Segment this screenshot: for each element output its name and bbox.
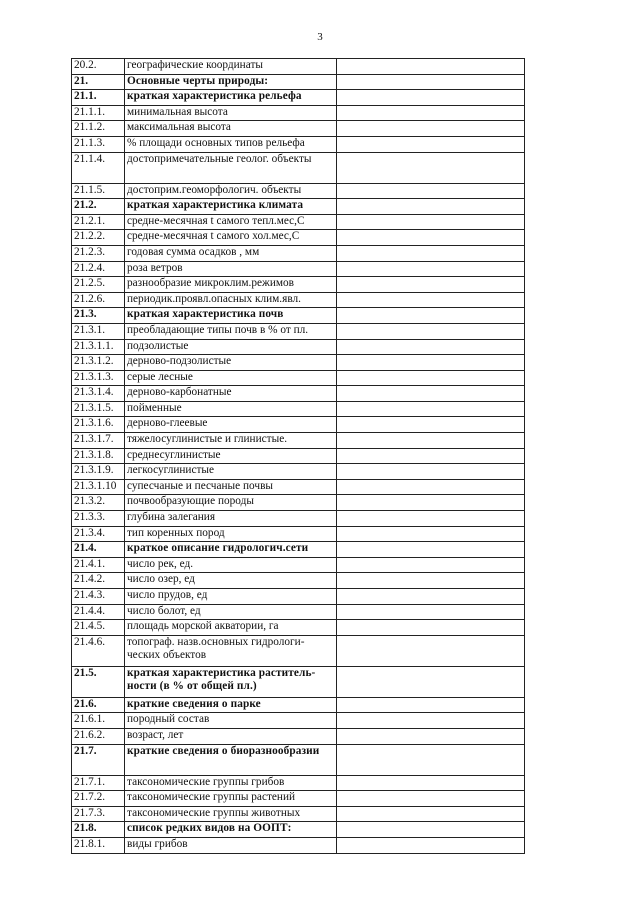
table-row bbox=[72, 697, 525, 713]
table-row bbox=[72, 713, 525, 729]
row-label: минимальная высота bbox=[125, 105, 337, 121]
row-label: дерново-карбонатные bbox=[125, 386, 337, 402]
row-value-cell[interactable] bbox=[337, 105, 525, 121]
row-number: 21.3.4. bbox=[72, 526, 125, 542]
table-row bbox=[72, 542, 525, 558]
row-value-cell[interactable] bbox=[337, 635, 525, 666]
row-number: 21.3.1.2. bbox=[72, 355, 125, 371]
row-value-cell[interactable] bbox=[337, 121, 525, 137]
row-value-cell[interactable] bbox=[337, 433, 525, 449]
row-value-cell[interactable] bbox=[337, 401, 525, 417]
table-row bbox=[72, 464, 525, 480]
row-value-cell[interactable] bbox=[337, 152, 525, 183]
nature-characteristics-table bbox=[71, 58, 525, 854]
row-label: почвообразующие породы bbox=[125, 495, 337, 511]
row-number: 21.4.6. bbox=[72, 635, 125, 666]
row-value-cell[interactable] bbox=[337, 791, 525, 807]
table-row bbox=[72, 837, 525, 853]
table-row bbox=[72, 557, 525, 573]
row-number: 20.2. bbox=[72, 59, 125, 75]
row-number: 21.4.1. bbox=[72, 557, 125, 573]
row-number: 21.3.1.6. bbox=[72, 417, 125, 433]
table-row bbox=[72, 339, 525, 355]
row-number: 21.1.2. bbox=[72, 121, 125, 137]
row-number: 21.3.1.1. bbox=[72, 339, 125, 355]
row-label: глубина залегания bbox=[125, 511, 337, 527]
table-row bbox=[72, 370, 525, 386]
row-label: % площади основных типов рельефа bbox=[125, 136, 337, 152]
table-row bbox=[72, 433, 525, 449]
row-label: средне-месячная t самого хол.мес,С bbox=[125, 230, 337, 246]
row-number: 21.6.2. bbox=[72, 728, 125, 744]
table-row bbox=[72, 183, 525, 199]
row-value-cell[interactable] bbox=[337, 199, 525, 215]
table-row bbox=[72, 791, 525, 807]
row-value-cell[interactable] bbox=[337, 573, 525, 589]
row-number: 21.3.1.8. bbox=[72, 448, 125, 464]
row-number: 21.4.4. bbox=[72, 604, 125, 620]
table-row bbox=[72, 308, 525, 324]
row-value-cell[interactable] bbox=[337, 323, 525, 339]
row-label: краткая характеристика климата bbox=[125, 199, 337, 215]
row-value-cell[interactable] bbox=[337, 136, 525, 152]
row-label: преобладающие типы почв в % от пл. bbox=[125, 323, 337, 339]
row-label: таксономические группы животных bbox=[125, 806, 337, 822]
table-row bbox=[72, 589, 525, 605]
row-number: 21.3.1.3. bbox=[72, 370, 125, 386]
table-row bbox=[72, 136, 525, 152]
row-label: топограф. назв.основных гидрологи-ческих объектов bbox=[125, 635, 337, 666]
row-label: серые лесные bbox=[125, 370, 337, 386]
row-value-cell[interactable] bbox=[337, 214, 525, 230]
row-label: число болот, ед bbox=[125, 604, 337, 620]
table-row bbox=[72, 355, 525, 371]
row-label: годовая сумма осадков , мм bbox=[125, 245, 337, 261]
row-label: среднесуглинистые bbox=[125, 448, 337, 464]
row-label: площадь морской акватории, га bbox=[125, 620, 337, 636]
row-value-cell[interactable] bbox=[337, 728, 525, 744]
row-label: пойменные bbox=[125, 401, 337, 417]
table-row bbox=[72, 728, 525, 744]
row-label: список редких видов на ООПТ: bbox=[125, 822, 337, 838]
table-row bbox=[72, 511, 525, 527]
row-label: дерново-глеевые bbox=[125, 417, 337, 433]
row-value-cell[interactable] bbox=[337, 479, 525, 495]
row-number: 21.5. bbox=[72, 666, 125, 697]
row-number: 21.2.2. bbox=[72, 230, 125, 246]
row-number: 21.1.1. bbox=[72, 105, 125, 121]
row-label: достоприм.геоморфологич. объекты bbox=[125, 183, 337, 199]
row-number: 21.8.1. bbox=[72, 837, 125, 853]
table-row bbox=[72, 401, 525, 417]
row-number: 21.2. bbox=[72, 199, 125, 215]
row-value-cell[interactable] bbox=[337, 620, 525, 636]
table-row bbox=[72, 59, 525, 75]
row-value-cell[interactable] bbox=[337, 495, 525, 511]
row-number: 21.4.5. bbox=[72, 620, 125, 636]
row-value-cell[interactable] bbox=[337, 526, 525, 542]
table-row bbox=[72, 479, 525, 495]
table-row bbox=[72, 635, 525, 666]
row-number: 21.2.3. bbox=[72, 245, 125, 261]
table-row bbox=[72, 822, 525, 838]
row-label: краткая характеристика почв bbox=[125, 308, 337, 324]
row-number: 21.7.3. bbox=[72, 806, 125, 822]
row-value-cell[interactable] bbox=[337, 744, 525, 775]
row-number: 21.3.2. bbox=[72, 495, 125, 511]
row-number: 21.3.1.9. bbox=[72, 464, 125, 480]
table-row bbox=[72, 105, 525, 121]
row-label: таксономические группы растений bbox=[125, 791, 337, 807]
table-row bbox=[72, 495, 525, 511]
row-label: таксономические группы грибов bbox=[125, 775, 337, 791]
row-label: периодик.проявл.опасных клим.явл. bbox=[125, 292, 337, 308]
row-number: 21.3.1.5. bbox=[72, 401, 125, 417]
row-label: возраст, лет bbox=[125, 728, 337, 744]
row-number: 21.2.5. bbox=[72, 277, 125, 293]
row-value-cell[interactable] bbox=[337, 417, 525, 433]
row-label: тяжелосуглинистые и глинистые. bbox=[125, 433, 337, 449]
row-value-cell[interactable] bbox=[337, 511, 525, 527]
row-value-cell[interactable] bbox=[337, 666, 525, 697]
row-number: 21.6. bbox=[72, 697, 125, 713]
row-number: 21.2.6. bbox=[72, 292, 125, 308]
row-number: 21.3.1.7. bbox=[72, 433, 125, 449]
row-number: 21.3.1.10 bbox=[72, 479, 125, 495]
row-number: 21.3.1.4. bbox=[72, 386, 125, 402]
row-label: виды грибов bbox=[125, 837, 337, 853]
table-row bbox=[72, 775, 525, 791]
row-label: роза ветров bbox=[125, 261, 337, 277]
table-row bbox=[72, 245, 525, 261]
row-number: 21.1.4. bbox=[72, 152, 125, 183]
row-label: краткая характеристика раститель-ности (в % от общей пл.) bbox=[125, 666, 337, 697]
row-number: 21. bbox=[72, 74, 125, 90]
table-row bbox=[72, 199, 525, 215]
row-value-cell[interactable] bbox=[337, 230, 525, 246]
row-number: 21.4.3. bbox=[72, 589, 125, 605]
table-row bbox=[72, 620, 525, 636]
row-label: число прудов, ед bbox=[125, 589, 337, 605]
table-row bbox=[72, 121, 525, 137]
row-label: породный состав bbox=[125, 713, 337, 729]
row-value-cell[interactable] bbox=[337, 713, 525, 729]
page-number: 3 bbox=[317, 31, 323, 43]
row-number: 21.2.4. bbox=[72, 261, 125, 277]
row-number: 21.7. bbox=[72, 744, 125, 775]
row-label: число озер, ед bbox=[125, 573, 337, 589]
row-number: 21.7.2. bbox=[72, 791, 125, 807]
table-row bbox=[72, 806, 525, 822]
row-number: 21.3.1. bbox=[72, 323, 125, 339]
table-row bbox=[72, 323, 525, 339]
row-label: разнообразие микроклим.режимов bbox=[125, 277, 337, 293]
row-value-cell[interactable] bbox=[337, 74, 525, 90]
row-value-cell[interactable] bbox=[337, 90, 525, 106]
row-value-cell[interactable] bbox=[337, 183, 525, 199]
row-number: 21.1.5. bbox=[72, 183, 125, 199]
row-number: 21.1.3. bbox=[72, 136, 125, 152]
row-number: 21.1. bbox=[72, 90, 125, 106]
row-value-cell[interactable] bbox=[337, 370, 525, 386]
table-row bbox=[72, 74, 525, 90]
row-value-cell[interactable] bbox=[337, 464, 525, 480]
row-label: супесчаные и песчаные почвы bbox=[125, 479, 337, 495]
row-label: краткое описание гидрологич.сети bbox=[125, 542, 337, 558]
row-label: максимальная высота bbox=[125, 121, 337, 137]
row-label: средне-месячная t самого тепл.мес,С bbox=[125, 214, 337, 230]
row-value-cell[interactable] bbox=[337, 448, 525, 464]
row-label: краткие сведения о парке bbox=[125, 697, 337, 713]
row-label: Основные черты природы: bbox=[125, 74, 337, 90]
row-value-cell[interactable] bbox=[337, 837, 525, 853]
row-label: географические координаты bbox=[125, 59, 337, 75]
row-number: 21.7.1. bbox=[72, 775, 125, 791]
row-label: достопримечательные геолог. объекты bbox=[125, 152, 337, 183]
table-row bbox=[72, 573, 525, 589]
table-row bbox=[72, 230, 525, 246]
row-value-cell[interactable] bbox=[337, 542, 525, 558]
table-row bbox=[72, 152, 525, 183]
row-value-cell[interactable] bbox=[337, 355, 525, 371]
row-value-cell[interactable] bbox=[337, 806, 525, 822]
row-number: 21.3. bbox=[72, 308, 125, 324]
table-row bbox=[72, 214, 525, 230]
table-row bbox=[72, 90, 525, 106]
row-value-cell[interactable] bbox=[337, 261, 525, 277]
row-number: 21.2.1. bbox=[72, 214, 125, 230]
table-row bbox=[72, 261, 525, 277]
row-number: 21.6.1. bbox=[72, 713, 125, 729]
row-label: тип коренных пород bbox=[125, 526, 337, 542]
row-number: 21.3.3. bbox=[72, 511, 125, 527]
row-value-cell[interactable] bbox=[337, 277, 525, 293]
row-value-cell[interactable] bbox=[337, 589, 525, 605]
table-body bbox=[72, 59, 525, 854]
row-value-cell[interactable] bbox=[337, 308, 525, 324]
row-value-cell[interactable] bbox=[337, 245, 525, 261]
table-row bbox=[72, 292, 525, 308]
table-row bbox=[72, 386, 525, 402]
row-label: легкосуглинистые bbox=[125, 464, 337, 480]
table-row bbox=[72, 526, 525, 542]
table-row bbox=[72, 666, 525, 697]
row-label: дерново-подзолистые bbox=[125, 355, 337, 371]
row-value-cell[interactable] bbox=[337, 386, 525, 402]
row-label: краткая характеристика рельефа bbox=[125, 90, 337, 106]
row-value-cell[interactable] bbox=[337, 775, 525, 791]
row-value-cell[interactable] bbox=[337, 697, 525, 713]
row-number: 21.8. bbox=[72, 822, 125, 838]
row-number: 21.4.2. bbox=[72, 573, 125, 589]
table-row bbox=[72, 744, 525, 775]
row-label: краткие сведения о биоразнообразии bbox=[125, 744, 337, 775]
row-value-cell[interactable] bbox=[337, 604, 525, 620]
row-value-cell[interactable] bbox=[337, 59, 525, 75]
row-value-cell[interactable] bbox=[337, 292, 525, 308]
row-number: 21.4. bbox=[72, 542, 125, 558]
row-label: число рек, ед. bbox=[125, 557, 337, 573]
row-value-cell[interactable] bbox=[337, 557, 525, 573]
table-row bbox=[72, 277, 525, 293]
table-row bbox=[72, 448, 525, 464]
table-row bbox=[72, 417, 525, 433]
row-value-cell[interactable] bbox=[337, 822, 525, 838]
row-value-cell[interactable] bbox=[337, 339, 525, 355]
row-label: подзолистые bbox=[125, 339, 337, 355]
table-row bbox=[72, 604, 525, 620]
